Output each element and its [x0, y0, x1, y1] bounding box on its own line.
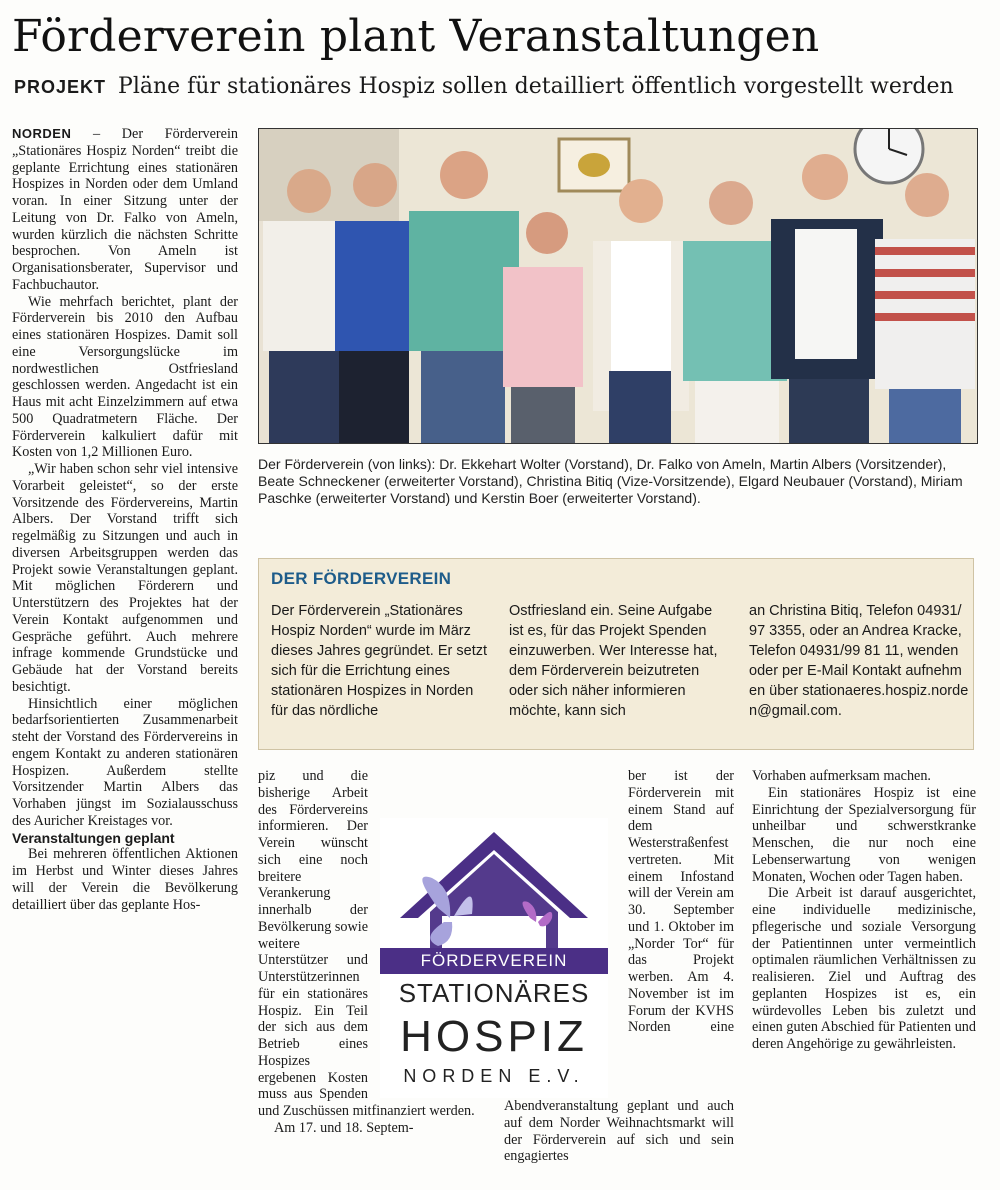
subheadline-row	[14, 74, 994, 99]
house-butterfly-icon	[380, 818, 608, 968]
dateline: NORDEN	[12, 126, 72, 141]
info-box-column-2: Ostfriesland ein. Seine Aufgabe ist es, für das Projekt Spenden einzuwerben. Wer Interesse hat, dem Förderverein beizutreten oder sich näher informieren möchte, kann sich	[509, 603, 718, 719]
paragraph: Hinsichtlich einer möglichen bedarfsorientierten Zusammenarbeit steht der Vorstand des Fördervereins in engem Kontakt zu anderen stationären Hospizen. Außerdem stellte Vorsitzender Martin Albers das Vorhaben jüngst im Sozialausschuss des Auricher Kreistages vor.	[12, 695, 238, 829]
paragraph: Am 17. und 18. Septem-	[274, 1119, 414, 1136]
kicker-label: PROJEKT	[14, 77, 107, 97]
section-subtitle: Veranstaltungen geplant	[12, 829, 175, 846]
info-box-column-1: Der Förderverein „Stationäres Hospiz Norden“ wurde im März dieses Jahres gegründet. Er setzt sich für die Errichtung eines stationären Hospizes in Norden für das nördliche	[271, 603, 488, 719]
logo-line-2: STATIONÄRES	[398, 978, 590, 1008]
paragraph: Vorhaben aufmerksam machen.	[752, 768, 931, 784]
paragraph: piz und die bisherige Arbeit des Fördervereins informieren. Der Verein wünscht sich eine noch breitere Verankerung innerhalb der Bevölkerung sowie weitere Unterstützer und Unterstützerinnen für ein stationäres Hospiz. Ein Teil der sich aus dem Betrieb eines Hospizes ergebenen Kosten muss aus Spenden und Zuschüssen mitfinanziert werden.	[258, 768, 475, 1119]
paragraph: ber ist der Förderverein mit einem Stand auf dem Westerstraßenfest vertreten. Mit einem Infostand will der Verein am 30. September und 1. Oktober im „Norder Tor“ für das Projekt werben. Am 4. November ist im Forum der KVHS Norden eine Abendveranstaltung geplant und auch auf dem Norder Weihnachtsmarkt will der Förderverein auf sich und sein engagiertes	[504, 768, 734, 1165]
article-headline: Förderverein plant Veranstaltungen	[12, 11, 820, 62]
subheadline: Pläne für stationäres Hospiz sollen detailliert öffentlich vorgestellt werden	[118, 74, 954, 99]
logo-line-3: HOSPIZ	[400, 1012, 588, 1061]
info-box-column-3: an Christina Bitiq, Telefon 04931/97 3355, oder an Andrea Kracke, Telefon 04931/99 81 11, wenden oder per E-Mail Kontakt aufnehmen über stationaeres.hospiz.norden@gmail.com.	[749, 603, 969, 719]
photo-caption: Der Förderverein (von links): Dr. Ekkehart Wolter (Vorstand), Dr. Falko von Ameln, Martin Albers (Vorsitzender), Beate Schneckener (erweiterter Vorstand), Christina Bitiq (Vize-Vorsitzende), Elgard Neubauer (Vorstand), Miriam Paschke (erweiterter Vorstand) und Kerstin Boer (erweiterter Vorstand).	[258, 456, 963, 506]
logo-band: FÖRDERVEREIN	[380, 948, 608, 974]
article-column-4	[752, 768, 976, 1053]
paragraph: Bei mehreren öffentlichen Aktionen im Herbst und Winter dieses Jahres will der Verein die Bevölkerung detailliert über das geplante Hos-	[12, 846, 238, 913]
paragraph: „Wir haben schon sehr viel intensive Vorarbeit geleistet“, so der erste Vorsitzende des Fördervereins, Martin Albers. Der Vorstand trifft sich regelmäßig zu Sitzungen und auch in diversen Arbeitsgruppen werden das Projekt sowie Veranstaltungen geplant. Mit möglichen Förderern und Unterstützern des Projektes hat der Verein Kontakt aufgenommen und Gespräche geführt. Auch mehrere infrage kommende Grundstücke und Gebäude hat der Vorstand bereits besichtigt.	[12, 461, 238, 695]
hospiz-logo	[380, 818, 608, 1098]
paragraph: Die Arbeit ist darauf ausgerichtet, eine individuelle medizinische, pflegerische und soziale Versorgung der Patientinnen unter vermeintlich optimalen räumlichen Verhältnissen zu realisieren. Ziel und Auftrag des geplanten Hospizes ist es, ein würdevolles Leben bis zuletzt und einen guten Abschied für Patienten und deren Angehörige zu gewährleisten.	[752, 885, 976, 1052]
paragraph: Ein stationäres Hospiz ist eine Einrichtung der Spezialversorgung für unheilbar und schwerstkranke Menschen, die nur noch eine Lebenserwartung von wenigen Monaten, Wochen oder Tagen haben.	[752, 784, 976, 885]
logo-line-4: NORDEN E.V.	[403, 1066, 585, 1086]
info-box-title: DER FÖRDERVEREIN	[271, 569, 452, 588]
info-box	[258, 558, 974, 750]
group-photo-illustration	[259, 129, 977, 443]
article-column-1	[12, 126, 238, 913]
paragraph: Wie mehrfach berichtet, plant der Förderverein bis 2010 den Aufbau eines stationären Hospizes. Damit soll eine Versorgungslücke im nordwestlichen Ostfriesland geschlossen werden. Angedacht ist ein Haus mit acht Einzelzimmern auf etwa 500 Quadratmetern Fläche. Der Förderverein kalkuliert dafür mit Kosten von 1,2 Millionen Euro.	[12, 293, 238, 461]
paragraph: – Der Förderverein „Stationäres Hospiz Norden“ treibt die geplante Errichtung eines stationären Hospizes in Norden oder dem Umland voran. In einer Sitzung unter der Leitung von Dr. Falko von Ameln, wurden kürzlich die nächsten Schritte besprochen. Von Ameln ist Organisationsberater, Supervisor und Fachbuchautor.	[12, 126, 238, 293]
group-photo	[258, 128, 978, 444]
